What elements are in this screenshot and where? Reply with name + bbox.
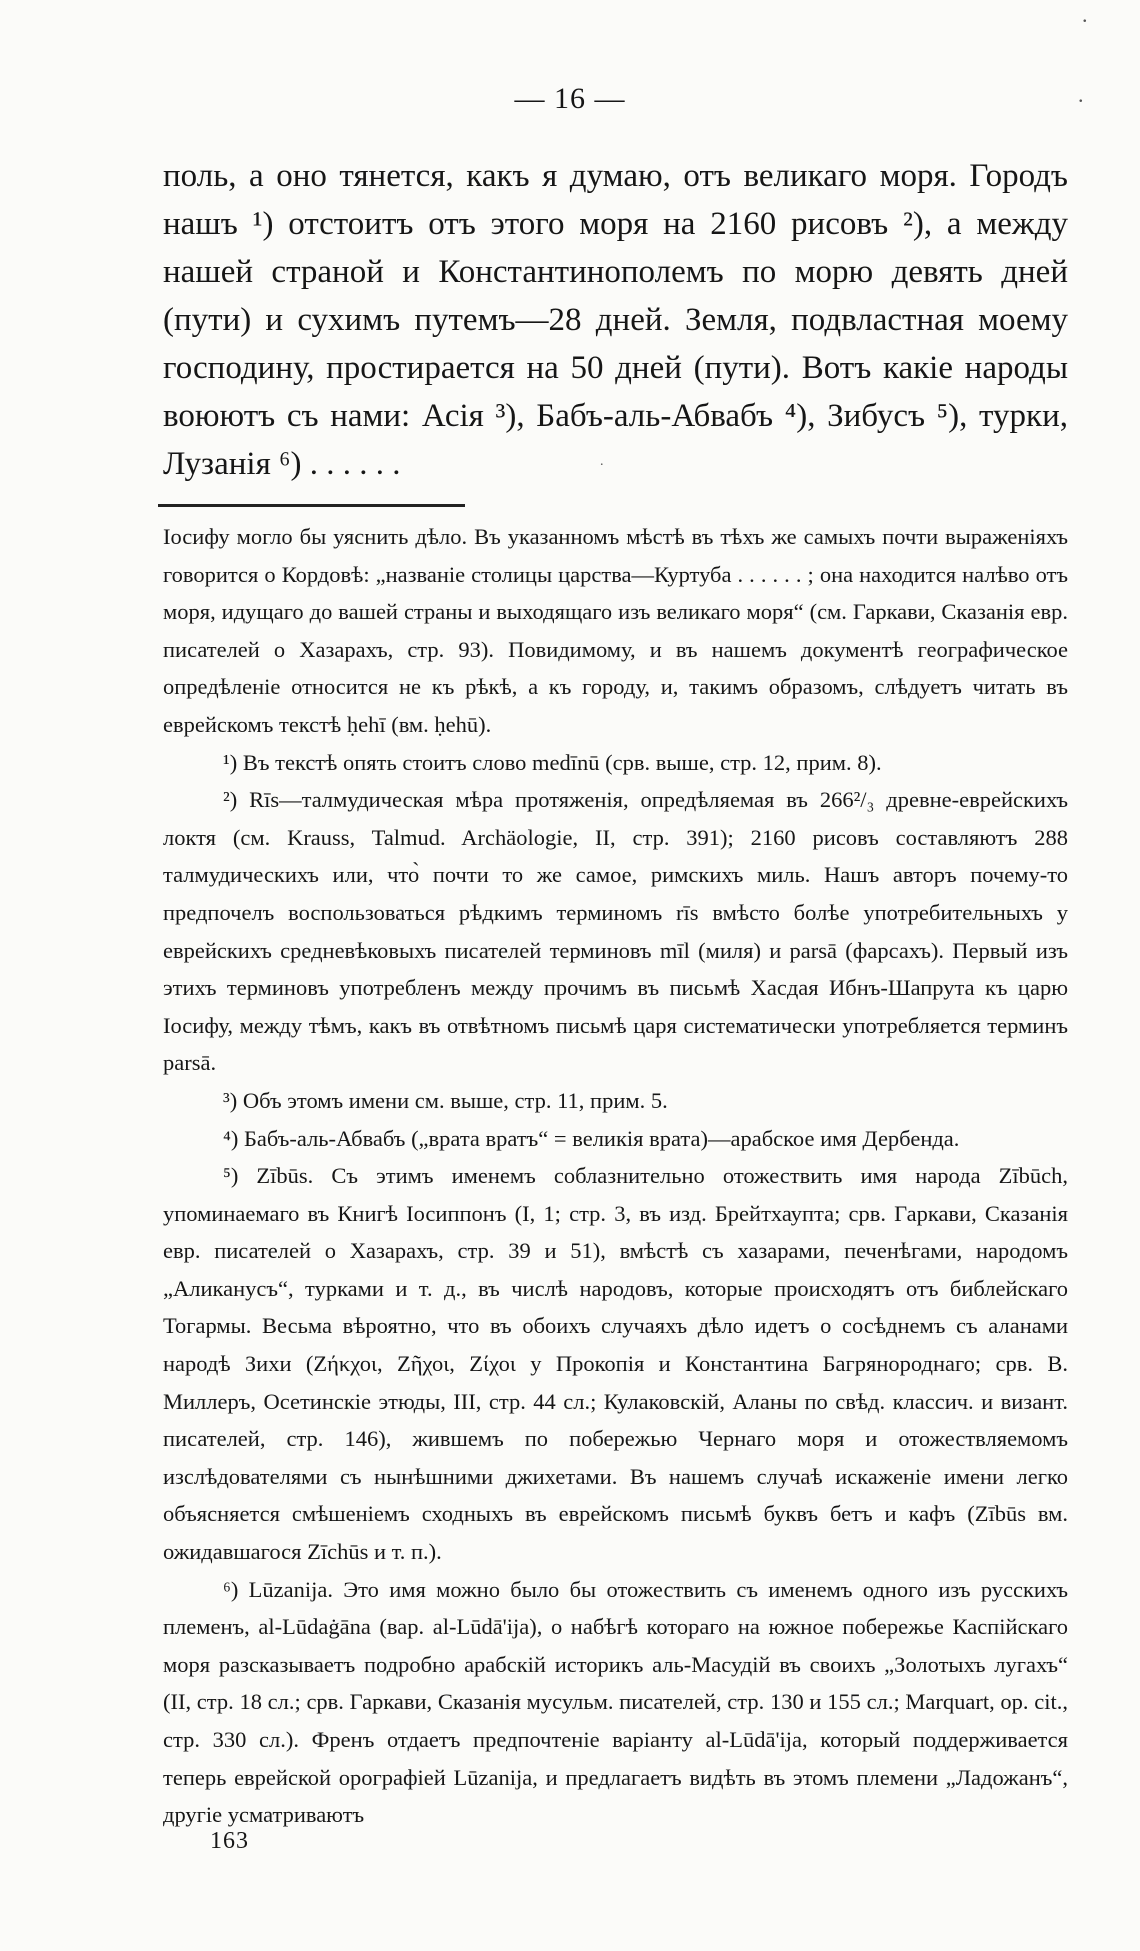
printer-signature: 163 [210,1828,249,1854]
footnote-divider [158,504,465,507]
footnote-4: ⁴) Бабъ-аль-Абвабъ („врата вратъ“ = великія врата)—арабское имя Дербенда. [223,1125,960,1151]
page-number: — 16 — [514,82,626,115]
footnote-5: ⁵) Zībūs. Съ этимъ именемъ соблазнительно отожествить имя народа Zībūch, упоминаемаго въ Книгѣ Іосиппонъ (I, 1; стр. 3, въ изд. Брейтхаупта; срв. Гаркави, Сказанія евр. писателей о Хазарахъ, стр. 39 и 51), вмѣстѣ съ хазарами, печенѣгами, народомъ „Аликанусъ“, турками и т. д., въ числѣ народовъ, которые происходятъ отъ библейскаго Тогармы. Весьма вѣроятно, что въ обоихъ случаяхъ дѣло идетъ о сосѣднемъ съ аланами народѣ Зихи (Ζήκχοι, Ζῆχοι, Ζίχοι у Прокопія и Константина Багрянороднаго; срв. В. Миллеръ, Осетинскіе этюды, III, стр. 44 сл.; Кулаковскій, Аланы по свѣд. классич. и визант. писателей, стр. 146), жившемъ по побережью Чернаго моря и отожествляемомъ изслѣдователями съ нынѣшними джихетами. Въ нашемъ случаѣ искаженіе имени легко объясняется смѣшеніемъ сходныхъ въ еврейскомъ письмѣ буквъ бетъ и кафъ (Zībūs вм. ожидавшагося Zīchūs и т. п.). [163,1163,1068,1565]
footnote-6: ⁶) Lūzanija. Это имя можно было бы отожествить съ именемъ одного изъ русскихъ племенъ, al-Lūdaġāna (вар. al-Lūdā'ija), о набѣгѣ котораго на южное побережье Каспійскаго моря разсказываетъ подробно арабскій историкъ аль-Масудій въ своихъ „Золотыхъ лугахъ“ (II, стр. 18 сл.; срв. Гаркави, Сказанія мусульм. писателей, стр. 130 и 155 сл.; Marquart, op. cit., стр. 330 сл.). Френъ отдаетъ предпочтеніе варіанту al-Lūdā'ija, который поддерживается теперь еврейской орографіей Lūzanija, и предлагаетъ видѣть въ этомъ племени „Ладожанъ“, другіе усматриваютъ [163,1576,1068,1828]
footnote-3: ³) Объ этомъ имени см. выше, стр. 11, прим. 5. [223,1087,668,1113]
main-text [163,152,1068,488]
footnote-continuation: Іосифу могло бы уяснить дѣло. Въ указанномъ мѣстѣ въ тѣхъ же самыхъ почти выраженіяхъ говорится о Кордовѣ: „названіе столицы царства—Куртуба . . . . . . ; она находится налѣво отъ моря, идущаго до вашей страны и выходящаго изъ великаго моря“ (см. Гаркави, Сказанія евр. писателей о Хазарахъ, стр. 93). Повидимому, и въ нашемъ документѣ географическое опредѣленіе относится не къ рѣкѣ, а къ городу, и, такимъ образомъ, слѣдуетъ читать въ еврейскомъ текстѣ ḥehī (вм. ḥehū). [163,524,1068,737]
footnotes [163,518,1068,1834]
footnote-2: ²) Rīs—талмудическая мѣра протяженія, опредѣляемая въ 266²/₃ древне-еврейскихъ локтя (см. Krauss, Talmud. Archäologie, II, стр. 391); 2160 рисовъ составляютъ 288 талмудическихъ или, что̀ почти то же самое, римскихъ миль. Нашъ авторъ почему-то предпочелъ воспользоваться рѣдкимъ терминомъ rīs вмѣсто болѣе употребительныхъ у еврейскихъ средневѣковыхъ писателей терминовъ mīl (миля) и parsā (фарсахъ). Первый изъ этихъ терминовъ употребленъ между прочимъ въ письмѣ Хасдая Ибнъ-Шапрута къ царю Іосифу, между тѣмъ, какъ въ отвѣтномъ письмѣ царя систематически употребляется терминъ parsā. [163,787,1068,1076]
scan-speck: . [1082,2,1088,27]
scan-speck: . [600,454,604,469]
footnote-1: ¹) Въ текстѣ опять стоитъ слово medīnū (срв. выше, стр. 12, прим. 8). [223,749,882,775]
scan-speck: . [1078,82,1084,107]
main-paragraph: поль, а оно тянется, какъ я думаю, отъ великаго моря. Городъ нашъ ¹) отстоитъ отъ этого моря на 2160 рисовъ ²), а между нашей страной и Константинополемъ по морю девять дней (пути) и сухимъ путемъ—28 дней. Земля, подвластная моему господину, простирается на 50 дней (пути). Вотъ какіе народы воюютъ съ нами: Асія ³), Бабъ-аль-Абвабъ ⁴), Зибусъ ⁵), турки, Лузанія ⁶) . . . . . . [163,158,1068,482]
